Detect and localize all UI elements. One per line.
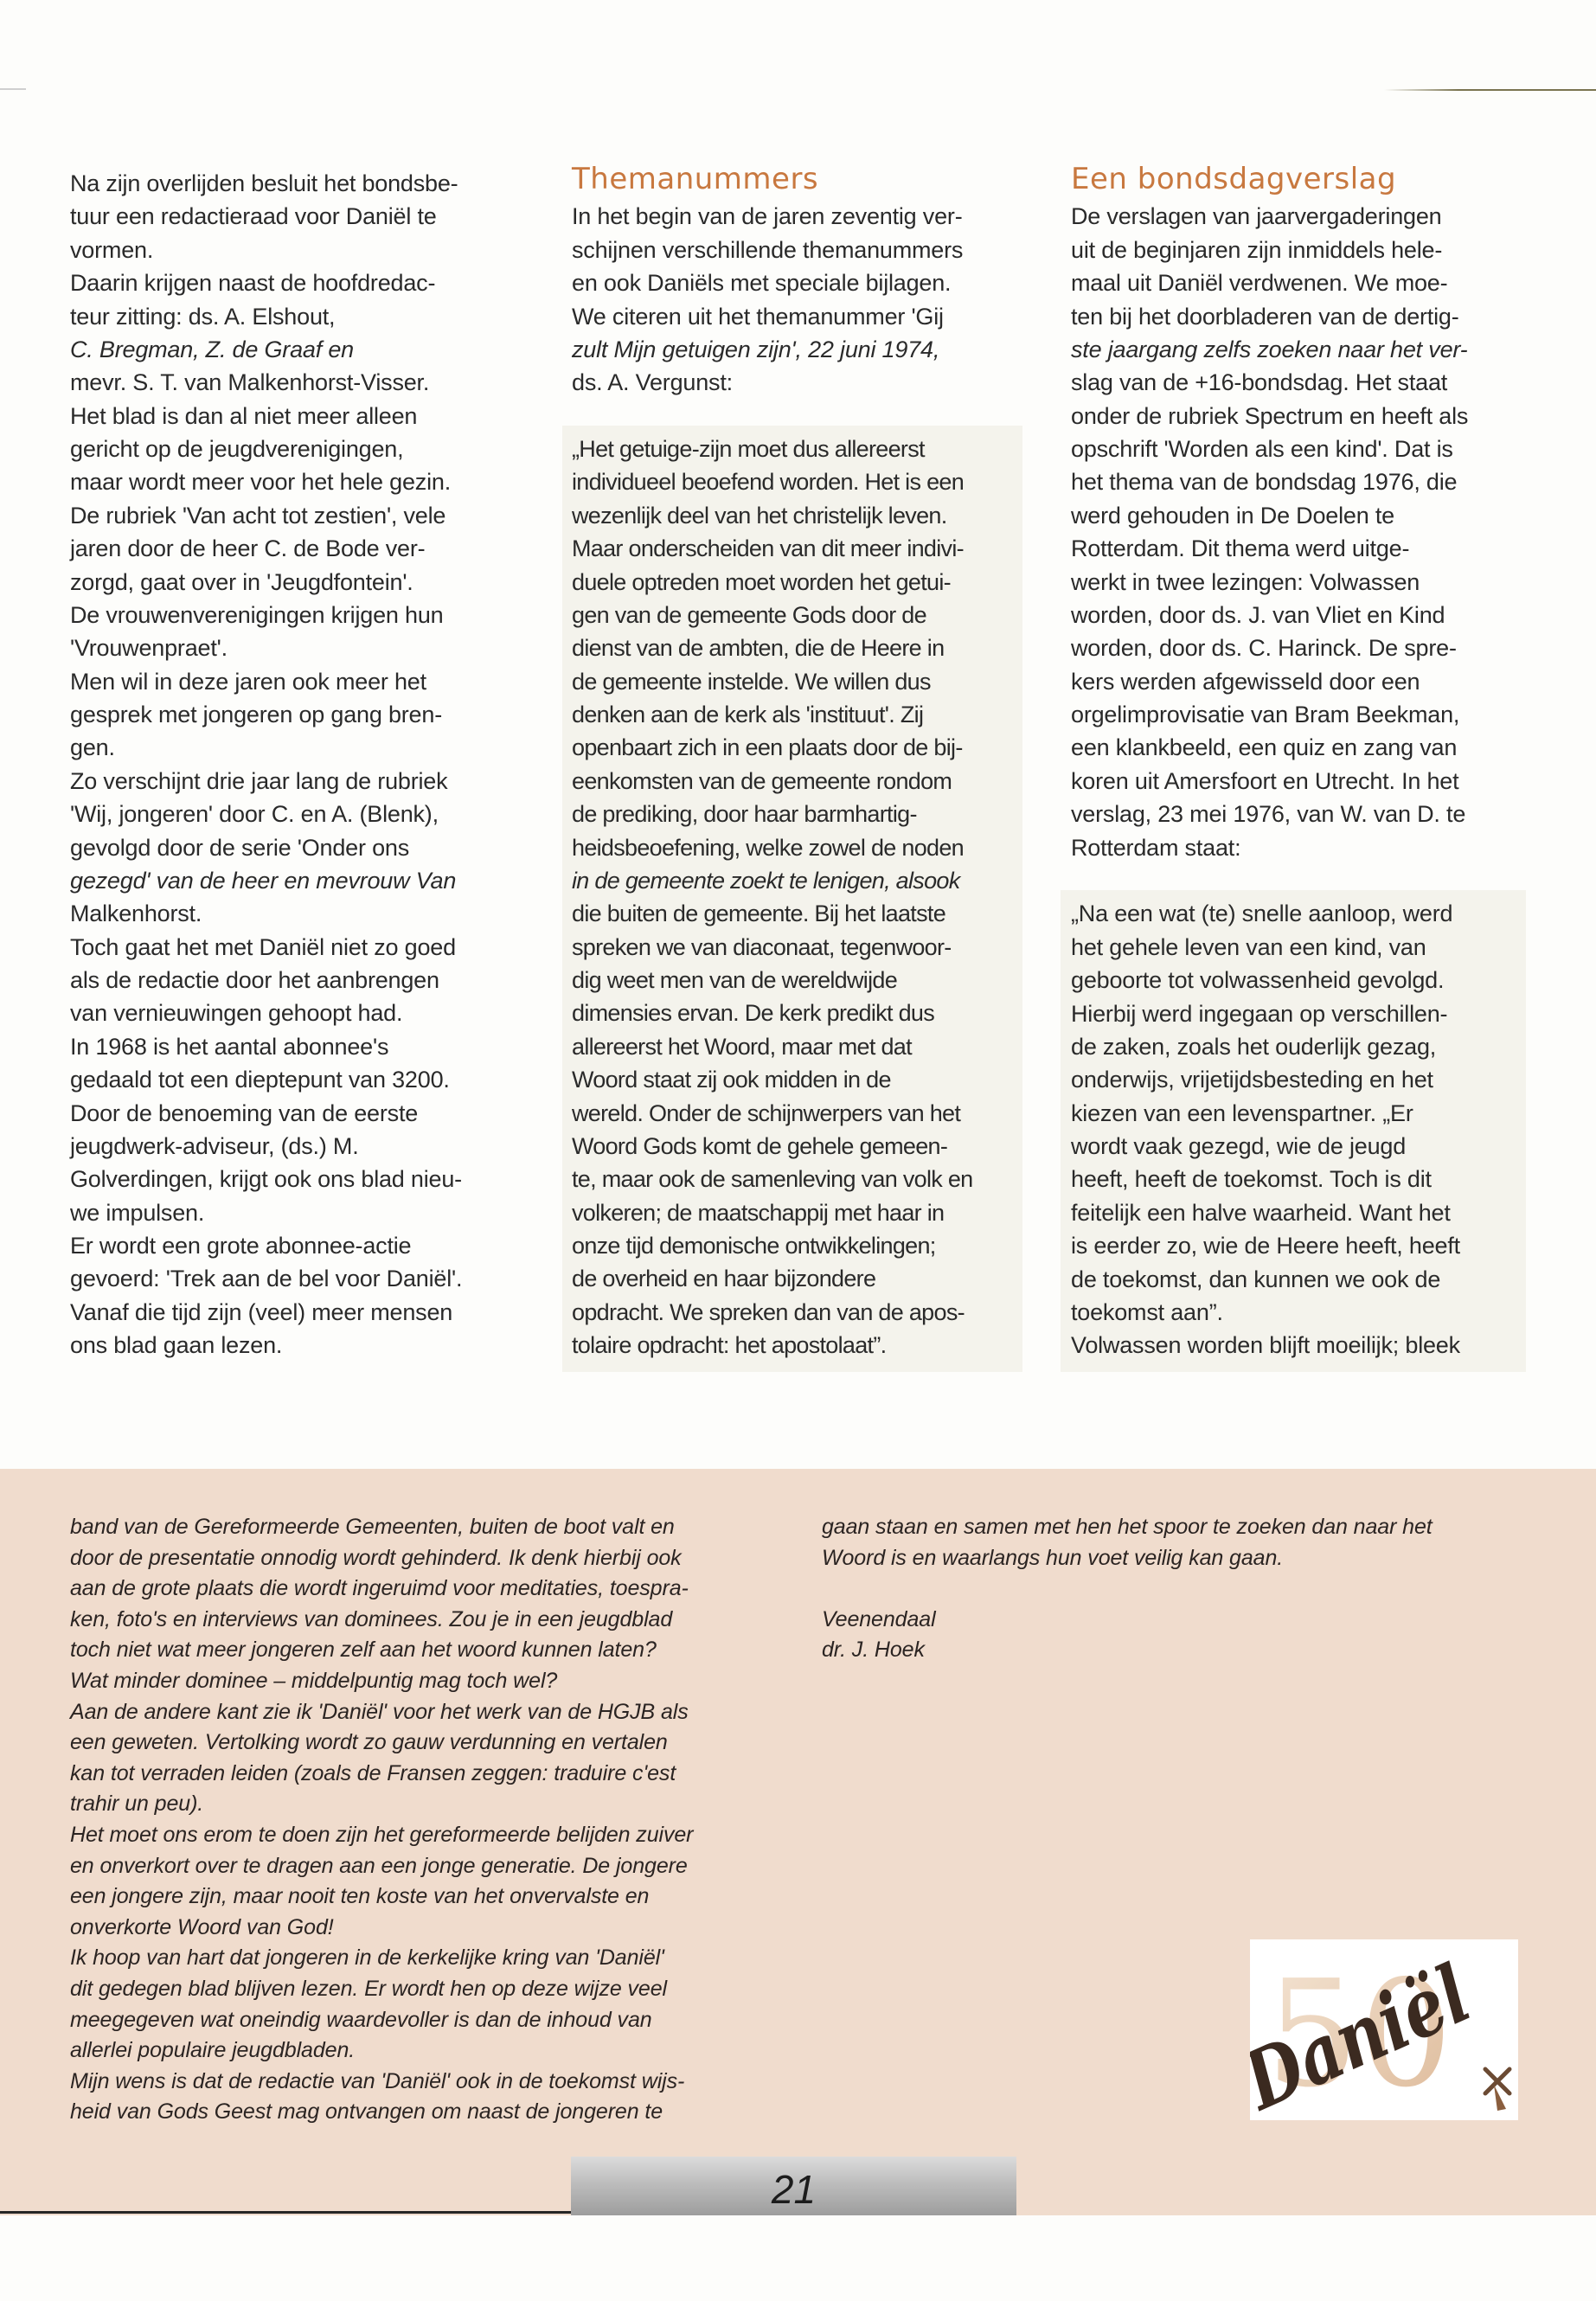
text-line: Malkenhorst.: [70, 901, 202, 927]
text-line: tuur een redactieraad voor Daniël te: [70, 203, 437, 230]
text-line: jaren door de heer C. de Bode ver-: [70, 535, 426, 562]
letter-line: een jongere zijn, maar nooit ten koste van het onvervalste en: [70, 1884, 650, 1909]
text-line: In 1968 is het aantal abonnee's: [70, 1033, 389, 1060]
text-line: Zo verschijnt drie jaar lang de rubriek: [70, 767, 448, 794]
heading-themanummers: Themanummers: [572, 162, 819, 196]
quote-line: heidsbeoefening, welke zowel de noden: [572, 834, 964, 861]
quote-line: openbaart zich in een plaats door de bij-: [572, 734, 963, 761]
quote-line: spreken we van diaconaat, tegenwoor-: [572, 933, 952, 960]
quote-line: de zaken, zoals het ouderlijk gezag,: [1071, 1033, 1437, 1060]
text-line: koren uit Amersfoort en Utrecht. In het: [1071, 767, 1459, 794]
quote-line: kiezen van een levenspartner. „Er: [1071, 1099, 1413, 1126]
letter-line: band van de Gereformeerde Gemeenten, buiten de boot valt en: [70, 1515, 675, 1539]
letter-line: trahir un peu).: [70, 1791, 204, 1817]
text-line: het thema van de bondsdag 1976, die: [1071, 469, 1458, 496]
logo-graphic: [1250, 1939, 1518, 2120]
letter-line: Ik hoop van hart dat jongeren in de kerkelijke kring van 'Daniël': [70, 1945, 664, 1971]
quote-line: wordt vaak gezegd, wie de jeugd: [1071, 1133, 1407, 1160]
text-line: gevoerd: 'Trek aan de bel voor Daniël'.: [70, 1266, 463, 1292]
text-line: vormen.: [70, 236, 154, 263]
letter-spacer: [822, 1574, 1531, 1605]
text-line: we impulsen.: [70, 1199, 205, 1226]
letter-line: meegegeven wat oneindig waardevoller is dan de inhoud van: [70, 2007, 652, 2032]
quote-line: wezenlijk deel van het christelijk leven.: [572, 502, 947, 529]
text-line: jeugdwerk-adviseur, (ds.) M.: [70, 1132, 359, 1159]
quote-line: tolaire opdracht: het apostolaat”.: [572, 1332, 887, 1359]
quote-line: „Na een wat (te) snelle aanloop, werd: [1071, 901, 1453, 927]
quote-line: Woord staat zij ook midden in de: [572, 1067, 891, 1093]
letter-line: onverkorte Woord van God!: [70, 1914, 334, 1939]
text-line: zult Mijn getuigen zijn', 22 juni 1974,: [572, 336, 940, 362]
letter-right-lines: [822, 1512, 1531, 1574]
text-line: Na zijn overlijden besluit het bondsbe-: [70, 170, 458, 196]
quote-line: dig weet men van de wereldwijde: [572, 967, 898, 993]
quote-line: die buiten de gemeente. Bij het laatste: [572, 901, 946, 927]
text-line: van vernieuwingen gehoopt had.: [70, 1000, 403, 1027]
quote-line: Volwassen worden blijft moeilijk; bleek: [1071, 1332, 1460, 1359]
text-line: 'Wij, jongeren' door C. en A. (Blenk),: [70, 801, 439, 828]
text-line: Vanaf die tijd zijn (veel) meer mensen: [70, 1298, 453, 1325]
quote-line: heeft, heeft de toekomst. Toch is dit: [1071, 1166, 1432, 1193]
text-line: verslag, 23 mei 1976, van W. van D. te: [1071, 801, 1466, 828]
text-line: Door de benoeming van de eerste: [70, 1099, 419, 1126]
text-line: De vrouwenverenigingen krijgen hun: [70, 601, 444, 628]
text-line: C. Bregman, Z. de Graaf en: [70, 336, 354, 362]
text-line: Men wil in deze jaren ook meer het: [70, 668, 426, 695]
text-line: gericht op de jeugdverenigingen,: [70, 436, 404, 462]
text-line: gedaald tot een dieptepunt van 3200.: [70, 1067, 450, 1093]
quote-line: in de gemeente zoekt te lenigen, alsook: [572, 867, 960, 894]
heading-bondsdagverslag: Een bondsdagverslag: [1071, 162, 1397, 196]
bondsdagverslag-quote: [1071, 897, 1521, 1362]
text-line: ons blad gaan lezen.: [70, 1332, 283, 1359]
quote-line: te, maar ook de samenleving van volk en: [572, 1166, 973, 1193]
quote-line: Hierbij werd ingegaan op verschillen-: [1071, 1000, 1448, 1027]
text-line: opschrift 'Worden als een kind'. Dat is: [1071, 436, 1453, 463]
text-line: In het begin van de jaren zeventig ver-: [572, 203, 963, 230]
letter-line: Woord is en waarlangs hun voet veilig kan gaan.: [822, 1545, 1284, 1570]
text-line: worden, door ds. C. Harinck. De spre-: [1071, 635, 1457, 662]
text-line: Toch gaat het met Daniël niet zo goed: [70, 933, 456, 960]
letter-author: dr. J. Hoek: [822, 1638, 925, 1663]
text-line: zorgd, gaat over in 'Jeugdfontein'.: [70, 568, 413, 595]
text-line: worden, door ds. J. van Vliet en Kind: [1071, 601, 1445, 628]
page-number-bar: [571, 2157, 1016, 2215]
text-line: kers werden afgewisseld door een: [1071, 668, 1420, 695]
text-line: Er wordt een grote abonnee-actie: [70, 1233, 412, 1259]
page-number: 21: [771, 2167, 817, 2212]
top-left-rule: [0, 88, 26, 90]
letter-line: aan de grote plaats die wordt ingeruimd voor meditaties, toespra-: [70, 1576, 689, 1601]
text-line: orgelimprovisatie van Bram Beekman,: [1071, 702, 1460, 728]
quote-line: dimensies ervan. De kerk predikt dus: [572, 1000, 934, 1027]
logo-number: 50: [1266, 1949, 1453, 2120]
text-line: De verslagen van jaarvergaderingen: [1071, 203, 1442, 230]
daniel-50-logo: [1250, 1939, 1518, 2120]
quote-line: het gehele leven van een kind, van: [1071, 933, 1426, 960]
text-line: schijnen verschillende themanummers: [572, 236, 964, 263]
column-left: [70, 167, 542, 1362]
text-line: werkt in twee lezingen: Volwassen: [1071, 568, 1420, 595]
letter-line: gaan staan en samen met hen het spoor te zoeken dan naar het: [822, 1515, 1433, 1539]
text-line: een klankbeeld, een quiz en zang van: [1071, 734, 1458, 761]
quote-line: Maar onderscheiden van dit meer indivi-: [572, 535, 964, 562]
letter-line: dit gedegen blad blijven lezen. Er wordt hen op deze wijze veel: [70, 1976, 667, 2001]
text-line: We citeren uit het themanummer 'Gij: [572, 303, 944, 330]
letter-line: ken, foto's en interviews van dominees. Zou je in een jeugdblad: [70, 1606, 673, 1631]
text-line: gezegd' van de heer en mevrouw Van: [70, 867, 457, 894]
letter-line: en onverkort over te dragen aan een jonge generatie. De jongere: [70, 1853, 688, 1878]
text-line: teur zitting: ds. A. Elshout,: [70, 303, 336, 330]
letter-line: door de presentatie onnodig wordt gehinderd. Ik denk hierbij ook: [70, 1545, 682, 1570]
quote-line: dienst van de ambten, die de Heere in: [572, 635, 945, 662]
letter-line: toch niet wat meer jongeren zelf aan het woord kunnen laten?: [70, 1638, 657, 1663]
letter-right-column: [822, 1512, 1531, 1666]
text-line: Rotterdam staat:: [1071, 834, 1241, 861]
text-line: maar wordt meer voor het hele gezin.: [70, 469, 452, 496]
text-line: gesprek met jongeren op gang bren-: [70, 702, 442, 727]
letter-line: Mijn wens is dat de redactie van 'Daniël' ook in de toekomst wijs-: [70, 2068, 685, 2093]
letter-line: Aan de andere kant zie ik 'Daniël' voor het werk van de HGJB als: [70, 1699, 689, 1724]
horn-icon: [1485, 2069, 1509, 2111]
bottom-rule: [0, 2211, 571, 2214]
text-line: gevolgd door de serie 'Onder ons: [70, 834, 410, 861]
quote-line: de prediking, door haar barmhartig-: [572, 801, 917, 828]
quote-line: feitelijk een halve waarheid. Want het: [1071, 1199, 1451, 1226]
text-line: als de redactie door het aanbrengen: [70, 967, 439, 993]
quote-line: individueel beoefend worden. Het is een: [572, 469, 965, 496]
quote-line: wereld. Onder de schijnwerpers van het: [572, 1099, 961, 1126]
text-line: maal uit Daniël verdwenen. We moe-: [1071, 270, 1448, 297]
letter-left-column: [70, 1512, 779, 2128]
quote-line: de overheid en haar bijzondere: [572, 1266, 876, 1292]
text-line: Het blad is dan al niet meer alleen: [70, 402, 418, 429]
quote-line: gen van de gemeente Gods door de: [572, 601, 926, 628]
quote-line: de gemeente instelde. We willen dus: [572, 668, 931, 695]
quote-line: opdracht. We spreken dan van de apos-: [572, 1298, 965, 1325]
text-line: mevr. S. T. van Malkenhorst-Visser.: [70, 369, 430, 396]
letter-line: Wat minder dominee – middelpuntig mag toch wel?: [70, 1668, 558, 1693]
quote-line: eenkomsten van de gemeente rondom: [572, 767, 952, 794]
text-line: ds. A. Vergunst:: [572, 369, 733, 396]
letter-line: een geweten. Vertolking wordt zo gauw verdunning en vertalen: [70, 1730, 668, 1755]
quote-line: duele optreden moet worden het getui-: [572, 568, 951, 595]
text-line: uit de beginjaren zijn inmiddels hele-: [1071, 236, 1443, 263]
quote-line: denken aan de kerk als 'instituut'. Zij: [572, 702, 924, 727]
text-line: en ook Daniëls met speciale bijlagen.: [572, 270, 952, 297]
text-line: onder de rubriek Spectrum en heeft als: [1071, 402, 1469, 429]
themanummers-intro: [572, 200, 1022, 399]
text-line: gen.: [70, 734, 115, 761]
letter-place: Veenendaal: [822, 1606, 936, 1631]
text-line: werd gehouden in De Doelen te: [1071, 502, 1394, 529]
logo-name: Daniël: [1250, 1939, 1518, 2120]
text-line: ste jaargang zelfs zoeken naar het ver-: [1071, 336, 1468, 362]
quote-line: geboorte tot volwassenheid gevolgd.: [1071, 967, 1445, 994]
bondsdagverslag-intro: [1071, 200, 1555, 864]
text-line: 'Vrouwenpraet'.: [70, 635, 228, 662]
quote-line: onze tijd demonische ontwikkelingen;: [572, 1233, 936, 1259]
themanummers-quote: [572, 433, 1020, 1362]
text-line: ten bij het doorbladeren van de dertig-: [1071, 303, 1459, 330]
letter-line: Het moet ons erom te doen zijn het gereformeerde belijden zuiver: [70, 1822, 694, 1847]
text-line: Rotterdam. Dit thema werd uitge-: [1071, 535, 1410, 562]
top-right-rule: [1384, 89, 1596, 91]
text-line: Golverdingen, krijgt ook ons blad nieu-: [70, 1166, 462, 1193]
quote-line: allereerst het Woord, maar met dat: [572, 1033, 912, 1060]
text-line: De rubriek 'Van acht tot zestien', vele: [70, 502, 446, 529]
quote-line: Woord Gods komt de gehele gemeen-: [572, 1132, 948, 1159]
quote-line: toekomst aan”.: [1071, 1298, 1223, 1325]
quote-line: volkeren; de maatschappij met haar in: [572, 1199, 945, 1226]
quote-line: „Het getuige-zijn moet dus allereerst: [572, 436, 925, 462]
quote-line: de toekomst, dan kunnen we ook de: [1071, 1266, 1441, 1292]
text-line: Daarin krijgen naast de hoofdredac-: [70, 270, 436, 297]
letter-line: heid van Gods Geest mag ontvangen om naast de jongeren te: [70, 2099, 663, 2125]
letter-line: kan tot verraden leiden (zoals de Fransen zeggen: traduire c'est: [70, 1760, 676, 1785]
quote-line: onderwijs, vrijetijdsbesteding en het: [1071, 1067, 1433, 1093]
quote-line: is eerder zo, wie de Heere heeft, heeft: [1071, 1233, 1460, 1259]
text-line: slag van de +16-bondsdag. Het staat: [1071, 369, 1448, 396]
letter-line: allerlei populaire jeugdbladen.: [70, 2038, 356, 2063]
